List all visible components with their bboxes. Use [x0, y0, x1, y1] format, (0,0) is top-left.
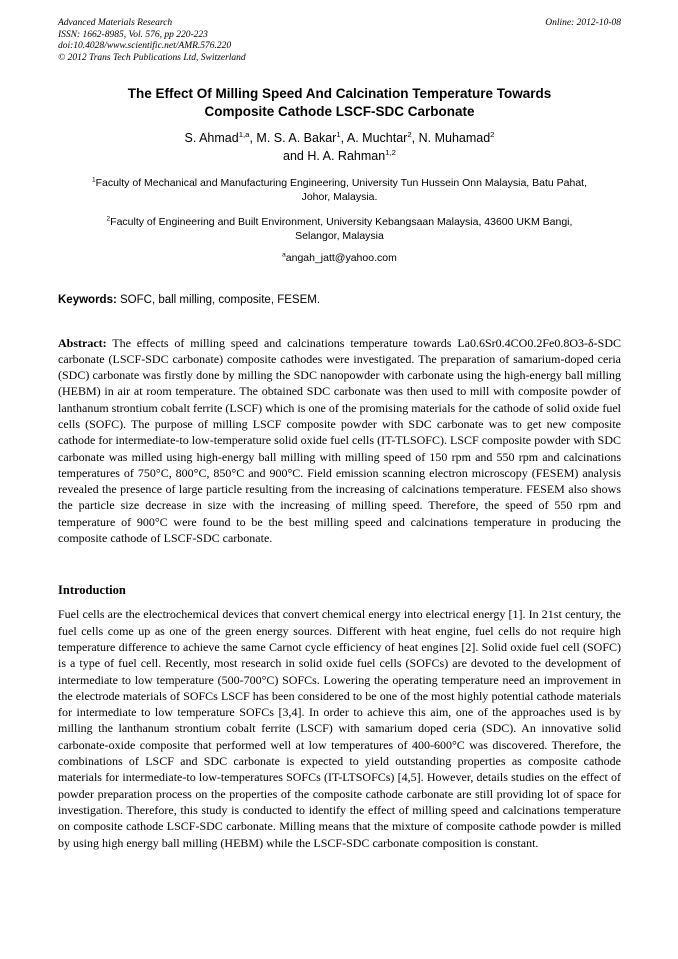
abstract-label: Abstract: — [58, 335, 107, 350]
title-line-1: The Effect Of Milling Speed And Calcination Temperature Towards — [127, 86, 552, 101]
authors-block — [58, 129, 621, 165]
title-line-2: Composite Cathode LSCF-SDC Carbonate — [204, 104, 475, 119]
affiliation-2 — [101, 216, 579, 243]
introduction-paragraph: Fuel cells are the electrochemical devices that convert chemical energy into electrical energy [1]. In 21st century, the fuel cells come up as one of the green energy sources. Different with heat engine, fuel cells do not require high temperature difference to achieve the same Carnot cycle efficiency of heat engines [2]. Solid oxide fuel cell (SOFC) is a type of fuel cell. Recently, most research in solid oxide fuel cells (SOFCs) are devoted to the development of intermediate to low temperature (500-700°C) SOFCs. Lowering the operating temperature need an improvement in the electrode materials of SOFCs LSCF has been considered to be one of the most highly potential cathode materials for intermediate to low temperature SOFCs [3,4]. In order to achieve this aim, one of the approaches used is by milling the lanthanum strontium cobalt ferrite (LSCF) with samarium doped ceria (SDC). An innovative solid carbonate-oxide composite that performed well at low temperatures of 400-600°C was discovered. Therefore, the combinations of LSCF and SDC carbonate is expected to yield outstanding properties as composite cathode materials for intermediate-to low-temperatures SOFCs (IT-LTSOFCs) [4,5]. However, details studies on the effect of powder preparation process on the properties of the composite cathode carbonate are still providing lot of space for investigation. Therefore, this study is conducted to identify the effect of milling speed and calcinations temperature on composite cathode LSCF-SDC carbonate. Milling means that the mixture of composite cathode powder is milled by using high energy ball milling (HEBM) while the LSCF-SDC carbonate composition is constant. — [58, 607, 621, 850]
email-marker: a — [282, 251, 286, 259]
author-email — [87, 252, 592, 266]
affiliation-marker: 1 — [91, 176, 96, 184]
online-date: Online: 2012-10-08 — [545, 18, 621, 28]
journal-name: Advanced Materials Research — [58, 18, 173, 28]
paper-title — [58, 85, 621, 121]
doi-line: doi:10.4028/www.scientific.net/AMR.576.220 — [58, 41, 232, 51]
authors-line-1 — [58, 129, 621, 147]
author-affiliation-marker: 2 — [407, 129, 412, 139]
copyright-line: © 2012 Trans Tech Publications Ltd, Switzerland — [58, 52, 246, 63]
author-affiliation-marker: 1 — [336, 129, 341, 139]
affiliation-1 — [87, 177, 592, 204]
abstract-text: The effects of milling speed and calcinations temperature towards La0.6Sr0.4CO0.2Fe0.8O3-δ-SDC carbonate (LSCF-SDC carbonate) composite cathodes were investigated. The preparation of samarium-doped ceria (SDC) carbonate was firstly done by milling the SDC nanopowder with carbonate using the high-energy ball milling (HEBM) in air at room temperature. The obtained SDC carbonate was then used to mill with composite powder of lanthanum strontium cobalt ferrite (LSCF) which is one of the promising materials for the cathode of solid oxide fuel cells (SOFC). The purpose of milling LSCF composite powder with SDC carbonate was to get new composite cathode for intermediate-to low-temperature solid oxide fuel cells (IT-TLSOFC). LSCF composite powder with SDC carbonate was milled using high-energy ball milling with milling speed of 150 rpm and 550 rpm and calcinations temperatures of 750°C, 800°C, 850°C and 900°C. Field emission scanning electron microscopy (FESEM) analysis revealed the presence of large particle resulting from the increasing of calcinations temperature. FESEM also shows the particle size decrease in size with the increasing of milling speed. Therefore, the speed of 550 rpm and temperature of 900°C were found to be the best milling speed and calcinations temperature in producing the composite cathode of LSCF-SDC carbonate. — [58, 335, 621, 546]
author-affiliation-marker: 2 — [490, 129, 495, 139]
author-name: , A. Muchtar — [340, 131, 408, 145]
journal-header-left — [58, 18, 246, 64]
affiliation-text: Faculty of Mechanical and Manufacturing Engineering, University Tun Hussein Onn Malaysia, Batu Pahat, Johor, Malaysia. — [95, 177, 588, 203]
keywords-line — [58, 293, 621, 308]
email-text: angah_jatt@yahoo.com — [285, 252, 397, 264]
keywords-label: Keywords: — [58, 293, 117, 306]
affiliation-marker: 2 — [106, 215, 111, 223]
affiliation-text: Faculty of Engineering and Built Environment, University Kebangsaan Malaysia, 43600 UKM Bangi, Selangor, Malaysia — [110, 216, 573, 242]
author-name: , M. S. A. Bakar — [249, 131, 337, 145]
author-name: , N. Muhamad — [411, 131, 491, 145]
introduction-heading: Introduction — [58, 583, 126, 598]
author-name: S. Ahmad — [184, 131, 239, 145]
author-name: and H. A. Rahman — [283, 149, 386, 163]
author-affiliation-marker: 1,2 — [385, 147, 396, 157]
keywords-value: SOFC, ball milling, composite, FESEM. — [120, 293, 321, 306]
issn-line: ISSN: 1662-8985, Vol. 576, pp 220-223 — [58, 29, 208, 40]
authors-line-2 — [58, 147, 621, 165]
journal-header — [58, 18, 621, 64]
author-affiliation-marker: 1,a — [238, 129, 250, 139]
abstract-paragraph — [58, 335, 621, 547]
